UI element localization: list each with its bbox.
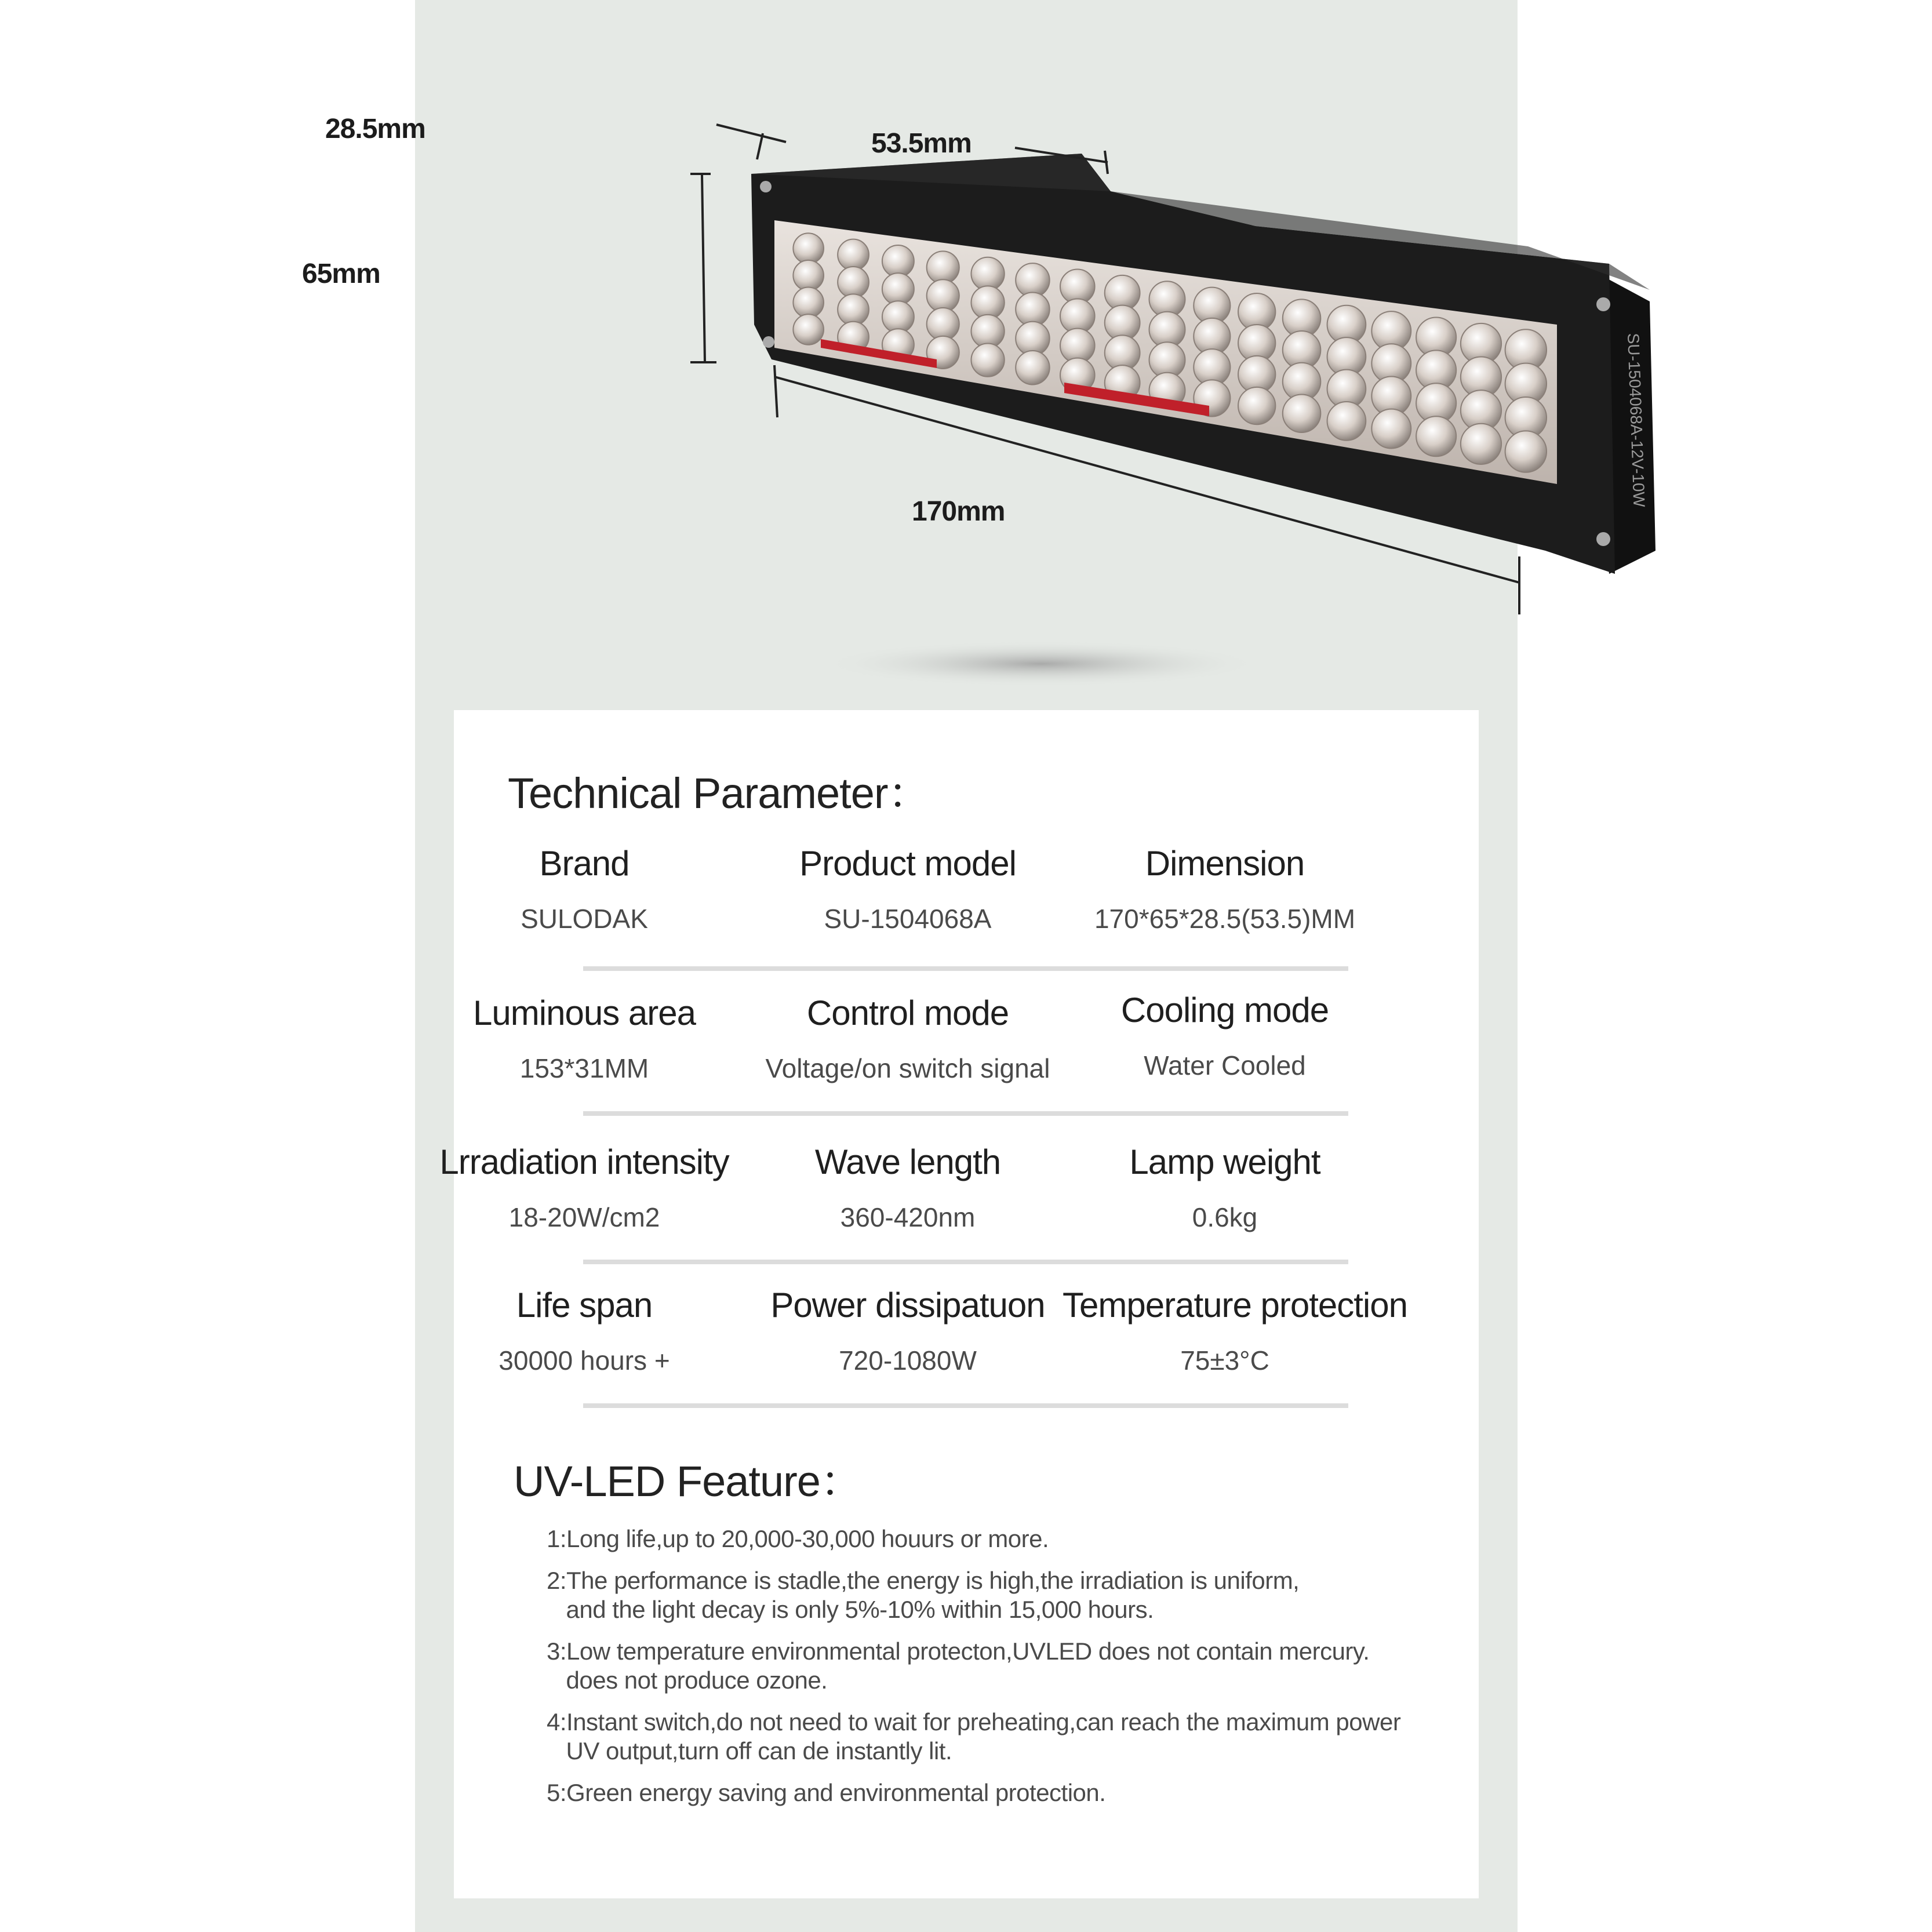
led-bead <box>793 288 824 318</box>
param-label: Cooling mode <box>1120 991 1329 1029</box>
feature-item: 2:The performance is stadle,the energy is high,the irradiation is uniform, and the light decay is only 5%-10% within 15,000 hours. <box>547 1567 1300 1623</box>
housing-model-print: SU-1504068A-12V-10W <box>1624 333 1649 508</box>
param-label: Power dissipatuon <box>770 1286 1045 1325</box>
floor-shadow <box>821 641 1261 687</box>
led-bead <box>838 239 869 271</box>
feature-item: 4:Instant switch,do not need to wait for preheating,can reach the maximum power UV output,turn off can de instantly lit. <box>547 1708 1401 1764</box>
uv-led-lamp-illustration <box>415 0 1649 710</box>
led-bead <box>1283 394 1321 432</box>
led-bead <box>1016 351 1049 384</box>
screw-top-right <box>1596 297 1610 311</box>
spec-card <box>439 710 1479 1898</box>
param-irradiation-intensity <box>422 1142 747 1233</box>
param-label: Luminous area <box>473 994 696 1032</box>
technical-parameter-heading: Technical Parameter： <box>508 769 930 817</box>
feature-list <box>547 1525 1451 1820</box>
led-bead <box>793 314 824 345</box>
led-bead <box>1238 387 1275 424</box>
led-bead <box>882 245 914 277</box>
param-temperature-protection <box>1063 1285 1407 1376</box>
param-power-dissipation <box>745 1285 1070 1376</box>
param-label: Dimension <box>1145 844 1305 883</box>
param-label: Temperature protection <box>1063 1286 1407 1325</box>
param-product-model <box>745 843 1070 934</box>
led-bead <box>838 294 869 325</box>
row-divider <box>583 1403 1348 1408</box>
param-value: 30000 hours + <box>499 1345 670 1376</box>
param-dimension <box>1063 843 1387 934</box>
led-bead <box>971 343 1004 376</box>
param-value: 360-420nm <box>840 1202 976 1232</box>
led-bead <box>1461 424 1501 464</box>
product-image <box>302 0 1649 710</box>
param-label: Life span <box>516 1286 653 1325</box>
led-bead <box>1505 431 1547 472</box>
param-lamp-weight <box>1063 1142 1387 1233</box>
param-value: SU-1504068A <box>824 904 992 934</box>
param-value: SULODAK <box>521 904 648 934</box>
param-value: 170*65*28.5(53.5)MM <box>1094 904 1356 934</box>
row-divider <box>583 1260 1348 1264</box>
led-bead <box>1416 416 1456 456</box>
param-label: Control mode <box>806 994 1009 1032</box>
param-label: Product model <box>799 844 1016 883</box>
param-value: 720-1080W <box>839 1345 977 1376</box>
row-divider <box>583 966 1348 971</box>
led-bead <box>793 260 824 291</box>
param-value: 153*31MM <box>519 1053 649 1083</box>
feature-item: 3:Low temperature environmental protecton,UVLED does not contain mercury. does not produce ozone. <box>547 1638 1370 1694</box>
led-bead <box>927 279 959 312</box>
screw-bottom-left <box>763 336 774 348</box>
row-divider <box>583 1111 1348 1116</box>
feature-item: 5:Green energy saving and environmental protection. <box>547 1779 1106 1806</box>
param-label: Lamp weight <box>1129 1143 1320 1181</box>
param-luminous-area <box>422 993 747 1084</box>
param-control-mode <box>745 993 1070 1084</box>
led-bead <box>1371 409 1411 449</box>
led-bead <box>927 308 959 340</box>
param-label: Brand <box>539 844 630 883</box>
param-life-span <box>422 1285 747 1376</box>
screw-bottom-right <box>1596 532 1610 546</box>
param-label: Wave length <box>814 1143 1001 1181</box>
dimension-height-label: 65mm <box>302 259 380 289</box>
led-bead <box>838 267 869 298</box>
led-bead <box>882 301 914 333</box>
param-value: 0.6kg <box>1192 1202 1258 1232</box>
uv-led-feature-heading: UV-LED Feature： <box>514 1457 863 1505</box>
param-value: 75±3°C <box>1180 1345 1269 1376</box>
param-wave-length <box>745 1142 1070 1233</box>
param-label: Lrradiation intensity <box>439 1143 729 1181</box>
param-cooling-mode <box>1063 990 1387 1081</box>
param-value: 18-20W/cm2 <box>508 1202 660 1232</box>
param-value: Voltage/on switch signal <box>765 1053 1050 1083</box>
led-bead <box>1327 402 1366 441</box>
led-bead <box>793 233 824 264</box>
dimension-depth-label: 28.5mm <box>325 114 425 144</box>
dimension-length-label: 170mm <box>912 496 1005 527</box>
param-brand <box>422 843 747 934</box>
led-bead <box>882 273 914 305</box>
param-value: Water Cooled <box>1144 1050 1306 1080</box>
feature-item: 1:Long life,up to 20,000-30,000 houurs or more. <box>547 1525 1049 1552</box>
screw-top-left <box>760 181 772 192</box>
led-bead <box>927 251 959 283</box>
dimension-top-depth-label: 53.5mm <box>871 128 972 159</box>
